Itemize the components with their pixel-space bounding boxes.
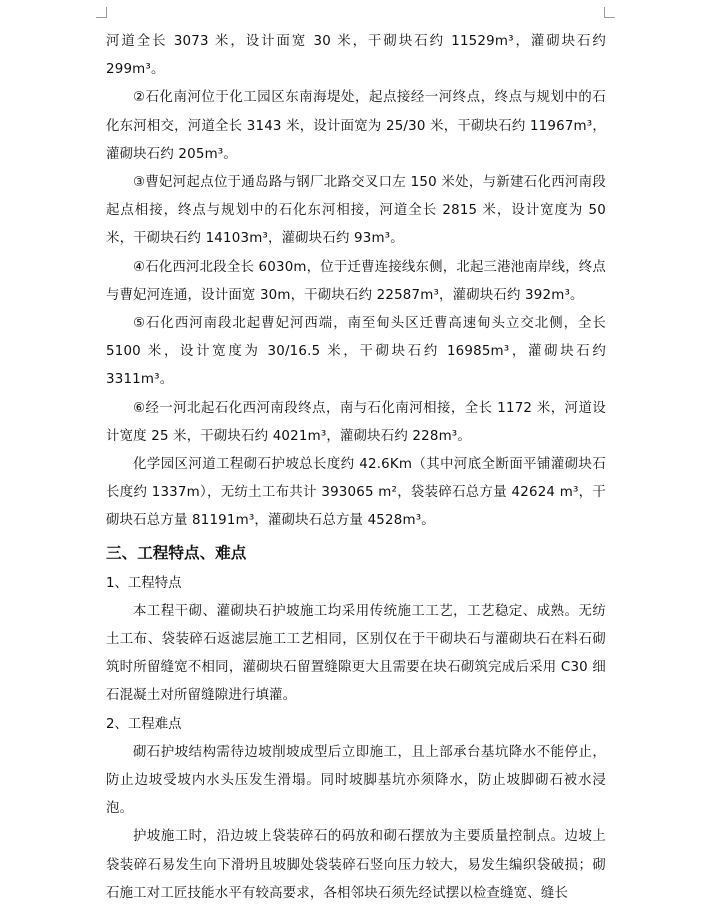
subsection-title-features: 1、工程特点 xyxy=(106,575,182,591)
paragraph-river-1-tail: 河道全长 3073 米，设计面宽 30 米，干砌块石约 11529m³，灌砌块石约 299m³。 xyxy=(106,34,606,78)
subsection-title-difficulties: 2、工程难点 xyxy=(106,716,182,732)
section-heading: 三、工程特点、难点 xyxy=(106,543,247,562)
paragraph-difficulties-1: 砌石护坡结构需待边坡削坡成型后立即施工，且上部承台基坑降水不能停止，防止边坡受坡内水头压发生滑塌。同时坡脚基坑亦须降水，防止坡脚砌石被水浸泡。 xyxy=(106,744,606,817)
paragraph-summary: 化学园区河道工程砌石护坡总长度约 42.6Km（其中河底全断面平铺灌砌块石长度约 1337m），无纺土工布共计 393065 m²，袋装碎石总方量 42624 m³，干砌块石总方量 81191m³，灌砌块石总方量 4528m³。 xyxy=(106,457,606,529)
paragraph-jingyi-river: ⑥经一河北起石化西河南段终点，南与石化南河相接，全长 1172 米，河道设计宽度 25 米，干砌块石约 4021m³，灌砌块石约 228m³。 xyxy=(106,400,606,444)
document-body xyxy=(106,28,606,908)
paragraph-features: 本工程干砌、灌砌块石护坡施工均采用传统施工工艺，工艺稳定、成熟。无纺土工布、袋装碎石返滤层施工工艺相同，区别仅在于干砌块石与灌砌块石在料石砌筑时所留缝宽不相同，灌砌块石留置缝隙更大且需要在块石砌筑完成后采用 C30 细石混凝土对所留缝隙进行填灌。 xyxy=(106,603,606,704)
margin-corner-mark-right xyxy=(604,7,615,18)
paragraph-caofei-river: ③曹妃河起点位于通岛路与钢厂北路交叉口左 150 米处，与新建石化西河南段起点相接，终点与规划中的石化东河相接，河道全长 2815 米，设计宽度为 50 米，干砌块石约 14103m³，灌砌块石约 93m³。 xyxy=(106,175,606,247)
paragraph-shihua-south-river: ②石化南河位于化工园区东南海堤处，起点接经一河终点，终点与规划中的石化东河相交，河道全长 3143 米，设计面宽为 25/30 米，干砌块石约 11967m³，灌砌块石约 205m³。 xyxy=(106,90,606,162)
paragraph-difficulties-2: 护坡施工时，沿边坡上袋装碎石的码放和砌石摆放为主要质量控制点。边坡上袋装碎石易发生向下滑坍且坡脚处袋装碎石竖向压力较大，易发生编织袋破损；砌石施工对工匠技能水平有较高要求，各相邻块石须先经试摆以检查缝宽、缝长 xyxy=(106,829,606,901)
paragraph-shihua-west-north: ④石化西河北段全长 6030m，位于迁曹连接线东侧，北起三港池南岸线，终点与曹妃河连通，设计面宽 30m，干砌块石约 22587m³，灌砌块石约 392m³。 xyxy=(106,259,606,303)
margin-corner-mark-left xyxy=(96,7,107,18)
paragraph-shihua-west-south: ⑤石化西河南段北起曹妃河西端，南至甸头区迁曹高速甸头立交北侧，全长 5100 米，设计宽度为 30/16.5 米，干砌块石约 16985m³，灌砌块石约 3311m³。 xyxy=(106,316,606,388)
